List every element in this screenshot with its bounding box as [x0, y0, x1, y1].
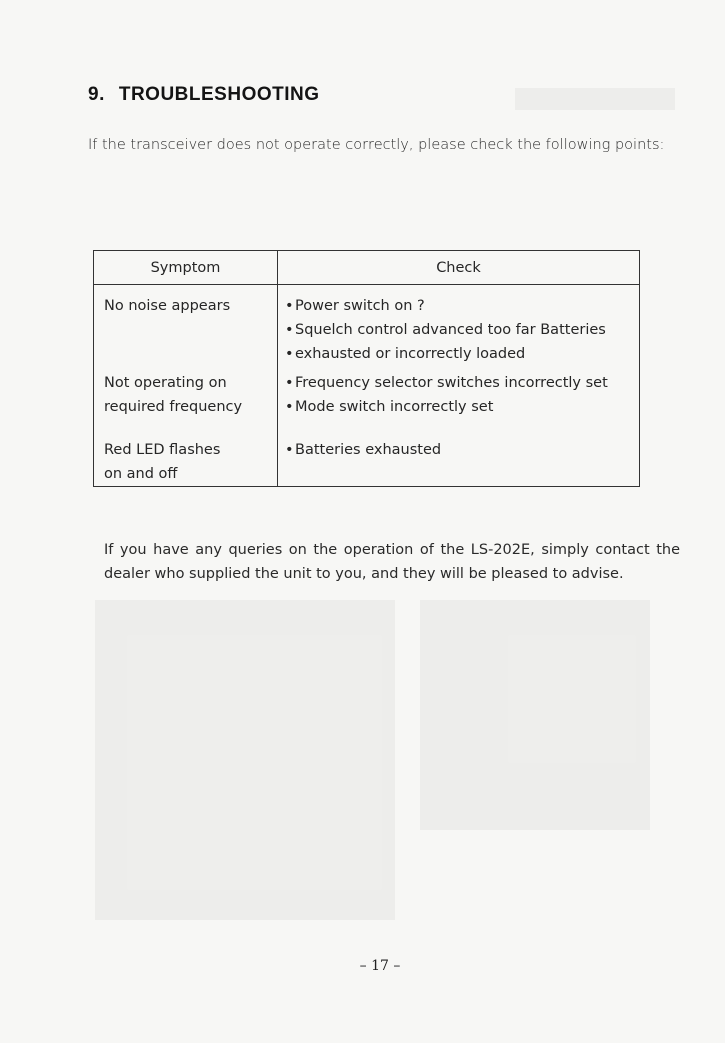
- symptom-text: No noise appears: [104, 298, 231, 314]
- check-item: [285, 371, 639, 395]
- symptom-column-header: Symptom: [94, 251, 278, 285]
- page-number: – 17 –: [359, 958, 401, 974]
- table-row: [94, 435, 640, 487]
- check-cell: [278, 285, 640, 372]
- symptom-cell: [94, 435, 278, 487]
- check-item: [285, 395, 639, 419]
- section-heading: [88, 84, 320, 106]
- section-number: 9.: [88, 84, 105, 105]
- bullet-icon: •: [285, 346, 294, 362]
- table-row: [94, 371, 640, 435]
- check-item: [285, 294, 639, 318]
- check-text: Batteries exhausted: [295, 442, 442, 458]
- table-header-row: [94, 251, 640, 285]
- bleed-through-mark: [420, 600, 650, 830]
- symptom-text: Red LED flashes: [104, 442, 221, 458]
- check-item: [285, 318, 639, 342]
- table-row: [94, 285, 640, 372]
- intro-paragraph: If the transceiver does not operate correctly, please check the following points:: [88, 137, 665, 153]
- bullet-icon: •: [285, 442, 294, 458]
- section-title: TROUBLESHOOTING: [118, 84, 320, 105]
- bullet-icon: •: [285, 298, 294, 314]
- check-column-header: Check: [278, 251, 640, 285]
- check-cell: [278, 371, 640, 435]
- symptom-text: required frequency: [104, 399, 243, 415]
- check-text: exhausted or incorrectly loaded: [295, 346, 526, 362]
- check-item: [285, 438, 639, 462]
- check-text: Frequency selector switches incorrectly set: [295, 375, 608, 391]
- bullet-icon: •: [285, 375, 294, 391]
- symptom-text: Not operating on: [104, 375, 227, 391]
- check-cell: [278, 435, 640, 487]
- bullet-icon: •: [285, 399, 294, 415]
- bleed-through-mark: [515, 88, 675, 110]
- troubleshooting-table: [93, 250, 640, 487]
- bleed-through-mark: [95, 600, 395, 920]
- check-text: Mode switch incorrectly set: [295, 399, 494, 415]
- check-item: [285, 342, 639, 366]
- symptom-text: on and off: [104, 466, 178, 482]
- closing-paragraph: If you have any queries on the operation of the LS-202E, simply contact the dealer who supplied the unit to you, and they will be pleased to advise.: [104, 542, 680, 582]
- check-text: Power switch on ?: [295, 298, 425, 314]
- check-text: Squelch control advanced too far Batteries: [295, 322, 606, 338]
- bullet-icon: •: [285, 322, 294, 338]
- symptom-cell: [94, 371, 278, 435]
- symptom-cell: [94, 285, 278, 372]
